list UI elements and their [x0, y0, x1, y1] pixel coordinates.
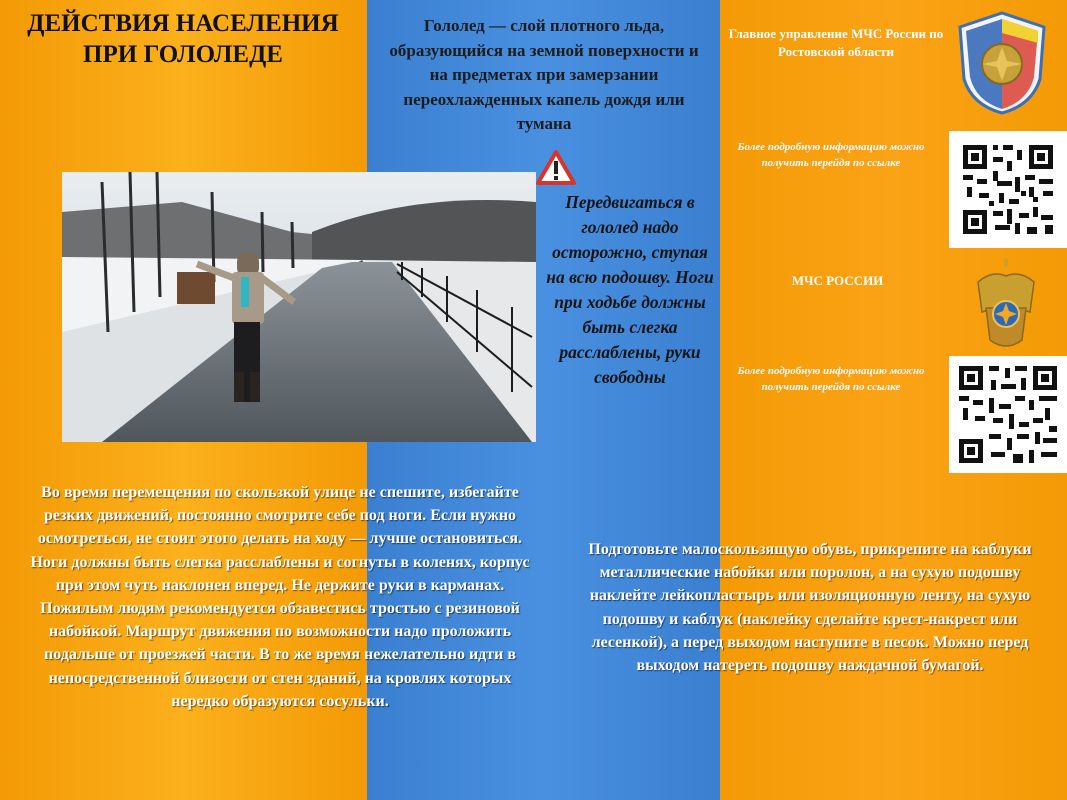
more-info-text-2: Более подробную информацию можно получить перейдя по ссылке	[737, 365, 925, 393]
qr-code-2[interactable]	[949, 356, 1067, 473]
title-line-2: ПРИ ГОЛОЛЕДЕ	[83, 41, 283, 68]
street-safety-text: Во время перемещения по скользкой улице не спешите, избегайте резких движений, постоянно смотрите себе под ноги. Если нужно осмотреться, не стоит этого делать на ходу — лучше остановиться. Ноги должны быть слегка расслаблены и согнуты в коленях, корпус при этом чуть наклонен вперед. Не держите руки в карманах. Пожилым людям рекомендуется обзавестись тростью с резиновой набойкой. Маршрут движения по возможности надо проложить подальше от проезжей части. В то же время нежелательно идти в непосредственной близости от стен зданий, на кровлях которых нередко образуются сосульки.	[30, 484, 530, 710]
title-line-1: ДЕЙСТВИЯ НАСЕЛЕНИЯ	[27, 10, 339, 37]
mchs-russia-label: МЧС РОССИИ	[791, 273, 884, 288]
mchs-russia-emblem-icon	[972, 252, 1040, 357]
more-info-text-1: Более подробную информацию можно получить перейдя по ссылке	[737, 141, 925, 169]
qr-code-1[interactable]	[949, 131, 1067, 248]
ice-definition: Гололед — слой плотного льда, образующийся на земной поверхности и на предметах при замерзании переохлажденных капель дождя или тумана	[389, 16, 699, 133]
winter-walk-photo	[62, 172, 536, 442]
footwear-tips-text: Подготовьте малоскользящую обувь, прикрепите на каблуки металлические набойки или поролон, а на сухую подошву наклейте лейкопластырь или изоляционную ленту, на сухую подошву и каблук (наклейку сделайте крест-накрест или лесенкой), а перед выходом наступите в песок. Можно перед выходом натереть подошву наждачной бумагой.	[588, 541, 1032, 675]
page-title	[8, 8, 358, 70]
organization-name: Главное управление МЧС России по Ростовской области	[728, 26, 944, 59]
mchs-rostov-emblem-icon	[952, 9, 1052, 115]
warning-icon	[536, 150, 576, 186]
walking-advice: Передвигаться в гололед надо осторожно, ступая на всю подошву. Ноги при ходьбе должны быть слегка расслаблены, руки свободны	[546, 192, 714, 387]
